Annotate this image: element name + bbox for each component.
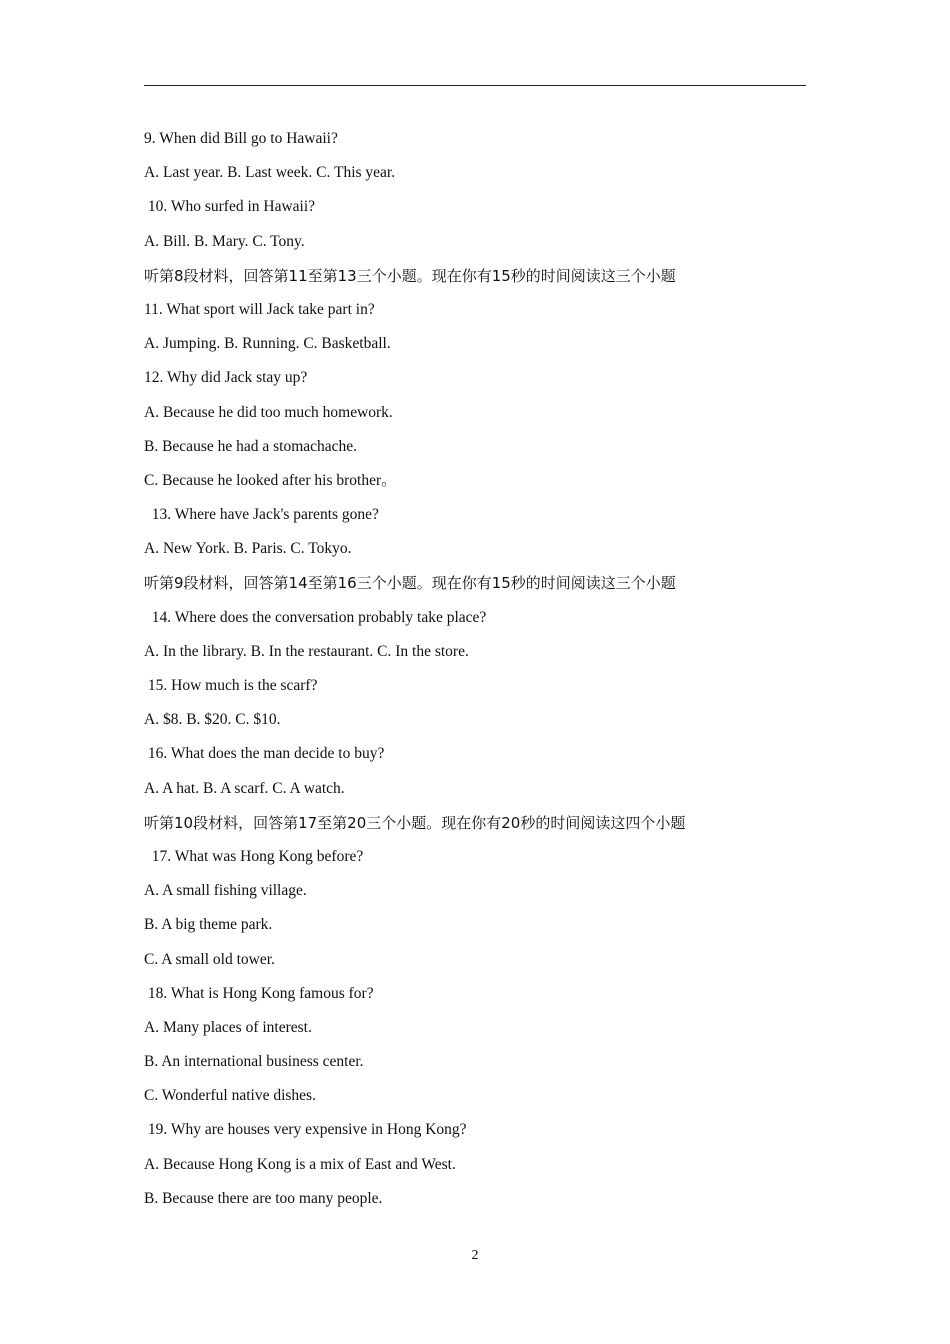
question-line: A. A small fishing village. bbox=[144, 882, 307, 900]
question-line: C. Because he looked after his brother。 bbox=[144, 471, 397, 489]
document-body bbox=[144, 122, 806, 1216]
question-line: A. Many places of interest. bbox=[144, 1018, 312, 1036]
question-line: A. Jumping. B. Running. C. Basketball. bbox=[144, 335, 391, 353]
page-number: 2 bbox=[471, 1248, 479, 1263]
question-line: 19. Why are houses very expensive in Hong Kong? bbox=[144, 1121, 467, 1139]
question-line: 18. What is Hong Kong famous for? bbox=[144, 984, 374, 1002]
question-line: C. A small old tower. bbox=[144, 950, 275, 968]
question-line: B. Because there are too many people. bbox=[144, 1189, 383, 1207]
question-line: C. Wonderful native dishes. bbox=[144, 1087, 316, 1105]
question-line: A. Last year. B. Last week. C. This year. bbox=[144, 164, 396, 182]
question-line: A. Because Hong Kong is a mix of East and West. bbox=[144, 1155, 456, 1173]
question-line: A. New York. B. Paris. C. Tokyo. bbox=[144, 540, 352, 558]
question-line: 15. How much is the scarf? bbox=[144, 677, 318, 694]
question-line: 14. Where does the conversation probably take place? bbox=[144, 608, 487, 626]
question-line: B. Because he had a stomachache. bbox=[144, 437, 358, 455]
question-line: A. Because he did too much homework. bbox=[144, 403, 393, 421]
question-line: 9. When did Bill go to Hawaii? bbox=[144, 130, 338, 147]
question-line: 16. What does the man decide to buy? bbox=[144, 745, 385, 763]
question-line: 11. What sport will Jack take part in? bbox=[144, 300, 375, 318]
question-line: B. An international business center. bbox=[144, 1053, 364, 1071]
question-line: A. Bill. B. Mary. C. Tony. bbox=[144, 232, 305, 250]
question-line: 17. What was Hong Kong before? bbox=[144, 847, 364, 865]
question-line: A. A hat. B. A scarf. C. A watch. bbox=[144, 779, 345, 797]
question-line: 12. Why did Jack stay up? bbox=[144, 369, 308, 387]
section-instruction: 听第8段材料，回答第11至第13三个小题。现在你有15秒的时间阅读这三个小题 bbox=[144, 266, 676, 285]
question-line: A. In the library. B. In the restaurant. C. In the store. bbox=[144, 642, 469, 660]
section-instruction: 听第10段材料，回答第17至第20三个小题。现在你有20秒的时间阅读这四个小题 bbox=[144, 813, 686, 832]
question-line: A. $8. B. $20. C. $10. bbox=[144, 711, 281, 729]
section-instruction: 听第9段材料，回答第14至第16三个小题。现在你有15秒的时间阅读这三个小题 bbox=[144, 574, 676, 593]
question-line: 10. Who surfed in Hawaii? bbox=[144, 198, 316, 216]
header-rule bbox=[144, 85, 806, 86]
question-line: B. A big theme park. bbox=[144, 916, 273, 934]
question-line: 13. Where have Jack's parents gone? bbox=[144, 506, 379, 524]
